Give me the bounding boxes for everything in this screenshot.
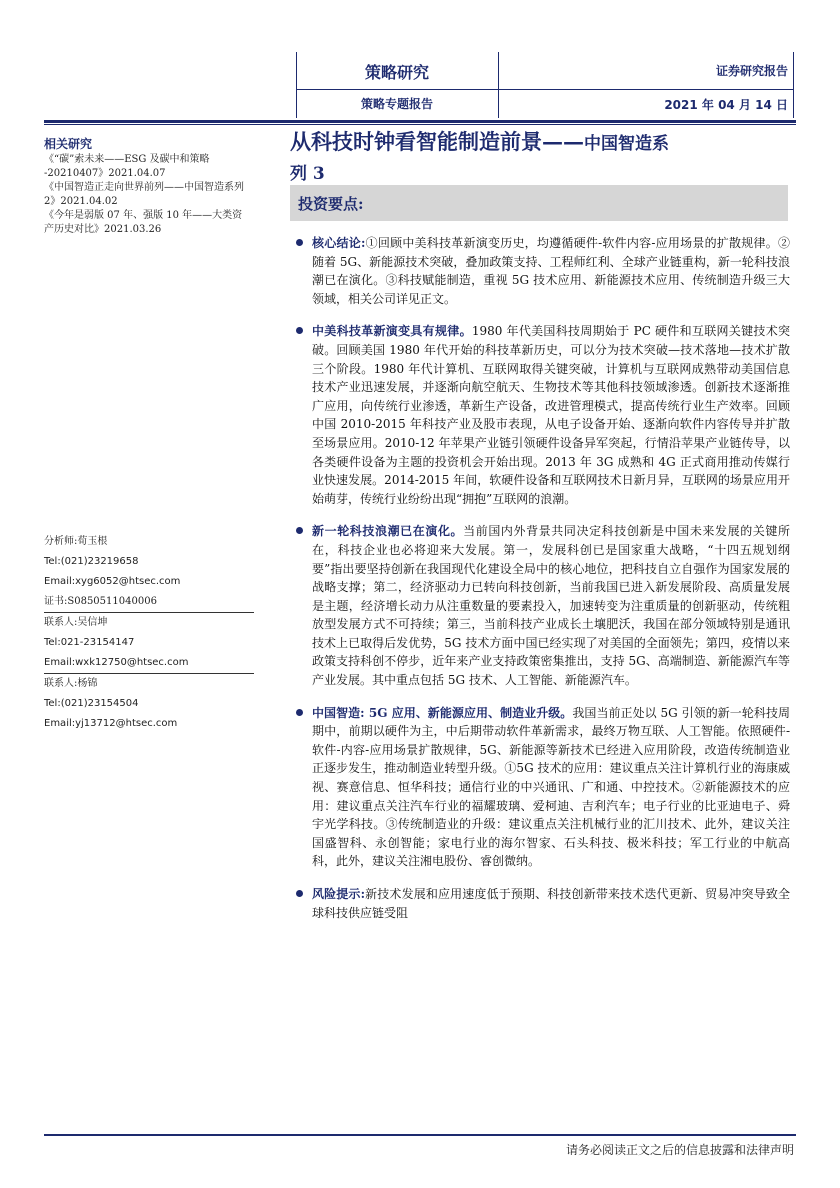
bullet-icon	[296, 527, 303, 534]
bullet-icon	[296, 327, 303, 334]
contact-name: 联系人:杨锦	[44, 673, 254, 694]
header-divider-middle	[498, 52, 499, 118]
analyst-name: 分析师:荀玉根	[44, 536, 108, 547]
key-points-label: 投资要点:	[298, 195, 364, 213]
header-date: 2021 年 04 月 14 日	[664, 98, 788, 112]
contact-tel: Tel:021-23154147	[44, 637, 135, 648]
analyst-tel: Tel:(021)23219658	[44, 556, 139, 567]
paragraph-text: ①回顾中美科技革新演变历史，均遵循硬件-软件内容-应用场景的扩散规律。②随着 5G、新能源技术突破，叠加政策支持、工程师红利、全球产业链重构，新一轮科技浪潮已在演化。③科技赋能制造，重视 5G 技术应用、新能源技术应用、传统制造升级三大领域，相关公司详见正文。	[312, 236, 790, 306]
analyst-certificate: 证书:S0850511040006	[44, 596, 157, 607]
related-research-list	[44, 153, 244, 237]
title-series-end: 列 3	[290, 164, 325, 184]
paragraph-text: 当前国内外背景共同决定科技创新是中国未来发展的关键所在，科技企业也必将迎来大发展。第一，发展科创已是国家重大战略，“十四五规划纲要”指出要坚持创新在我国现代化建设全局中的核心地位，把科技自立自强作为国家发展的战略支撑；第二，经济驱动力已转向科技创新，当前我国已进入新发展阶段、高质量发展是主题，经济增长动力从注重数量的要素投入，加速转变为注重质量的创新驱动，传统粗放型发展方式不可持续；第三，当前科技产业成长土壤肥沃，我国在部分领域特别是通讯技术上已取得后发优势，5G 技术方面中国已经实现了对美国的全面领先；第四，疫情以来政策支持科创不停步，近年来产业支持政策密集推出，支持 5G、高端制造、新能源汽车等产业发展。其中重点包括 5G 技术、人工智能、新能源汽车。	[312, 524, 790, 688]
header-thick-rule	[44, 120, 796, 123]
page-title	[290, 128, 790, 188]
investment-points-body	[296, 234, 790, 936]
contact-email[interactable]: Email:wxk12750@htsec.com	[44, 657, 189, 668]
header-report-type: 证券研究报告	[715, 64, 788, 78]
related-item[interactable]: 《“碳”索未来——ESG 及碳中和策略 -20210407》2021.04.07	[44, 154, 210, 179]
paragraph-text: 新技术发展和应用速度低于预期、科技创新带来技术迭代更新、贸易冲突导致全球科技供应链受阻	[312, 887, 790, 920]
analyst-email[interactable]: Email:xyg6052@htsec.com	[44, 576, 181, 587]
paragraph-china-smart-manufacturing	[296, 704, 790, 871]
paragraph-new-wave	[296, 522, 790, 689]
title-main: 从科技时钟看智能制造前景——	[290, 129, 584, 154]
header-divider-right	[793, 52, 794, 118]
related-item[interactable]: 《今年是弱版 07 年、强版 10 年——大类资产历史对比》2021.03.26	[44, 210, 243, 235]
paragraph-text: 我国当前正处以 5G 引领的新一轮科技周期中，前期以硬件为主，中后期带动软件革新需求，最终万物互联、人工智能。依照硬件-软件-内容-应用场景扩散规律，5G、新能源等新技术已经进入应用阶段，改造传统制造业正逐步发生，推动制造业转型升级。①5G 技术的应用：建议重点关注计算机行业的海康威视、赛意信息、恒华科技；通信行业的中兴通讯、广和通、中控技术。②新能源技术的应用：建议重点关注汽车行业的福耀玻璃、爱柯迪、吉利汽车；电子行业的比亚迪电子、舜宇光学科技。③传统制造业的升级：建议重点关注机械行业的汇川技术、此外，建议关注国盛智科、永创智能；家电行业的海尔智家、石头科技、极米科技；军工行业的中航高科，此外，建议关注湘电股份、睿创微纳。	[312, 705, 790, 869]
contact-name: 联系人:吴信坤	[44, 612, 254, 633]
footer-rule	[44, 1134, 796, 1136]
contacts-block	[44, 532, 254, 734]
paragraph-core-conclusion	[296, 234, 790, 308]
bullet-icon	[296, 890, 303, 897]
related-item[interactable]: 《中国智造正走向世界前列——中国智造系列 2》2021.04.02	[44, 182, 244, 207]
key-points-banner	[290, 185, 788, 221]
paragraph-lead: 中美科技革新演变具有规律。	[312, 324, 472, 339]
related-research-title: 相关研究	[44, 137, 93, 151]
bullet-icon	[296, 239, 303, 246]
contact-email[interactable]: Email:yj13712@htsec.com	[44, 718, 178, 729]
header-category: 策略研究	[364, 63, 429, 82]
footer-disclaimer[interactable]: 请务必阅读正文之后的信息披露和法律声明	[565, 1143, 794, 1157]
header-thin-rule	[44, 124, 796, 125]
title-series: 中国智造系	[584, 134, 669, 154]
bullet-icon	[296, 709, 303, 716]
header-rule	[296, 89, 793, 90]
paragraph-lead: 中国智造: 5G 应用、新能源应用、制造业升级。	[312, 705, 573, 720]
paragraph-lead: 风险提示:	[312, 887, 365, 901]
header-subcategory: 策略专题报告	[360, 97, 433, 111]
paragraph-lead: 核心结论:	[312, 236, 366, 250]
contact-tel: Tel:(021)23154504	[44, 698, 139, 709]
paragraph-lead: 新一轮科技浪潮已在演化。	[312, 524, 464, 539]
paragraph-risk	[296, 885, 790, 922]
paragraph-text: 1980 年代美国科技周期始于 PC 硬件和互联网关键技术突破。回顾美国 1980 年代开始的科技革新历史，可以分为技术突破—技术落地—技术扩散三个阶段。1980 年代计算机、互联网取得关键突破，计算机与互联网成熟带动美国信息技术产业迅速发展，并逐渐向航空航天、生物技术等其他科技领域渗透。创新技术逐渐推广应用，向传统行业渗透，革新生产设备，改进管理模式，提高传统行业生产效率。回顾中国 2010-2015 年科技产业及股市表现，从电子设备开始、逐渐向软件内容传导并扩散至场景应用。2010-12 年苹果产业链引领硬件设备异军突起，行情沿苹果产业链传导，以各类硬件设备为主题的投资机会开始出现。2013 年 3G 成熟和 4G 正式商用推动传媒行业快速发展。2014-2015 年间，软硬件设备和互联网技术日新月异，互联网的场景应用开始萌芽，传统行业纷纷出现“拥抱”互联网的浪潮。	[312, 324, 790, 506]
paragraph-history	[296, 322, 790, 508]
